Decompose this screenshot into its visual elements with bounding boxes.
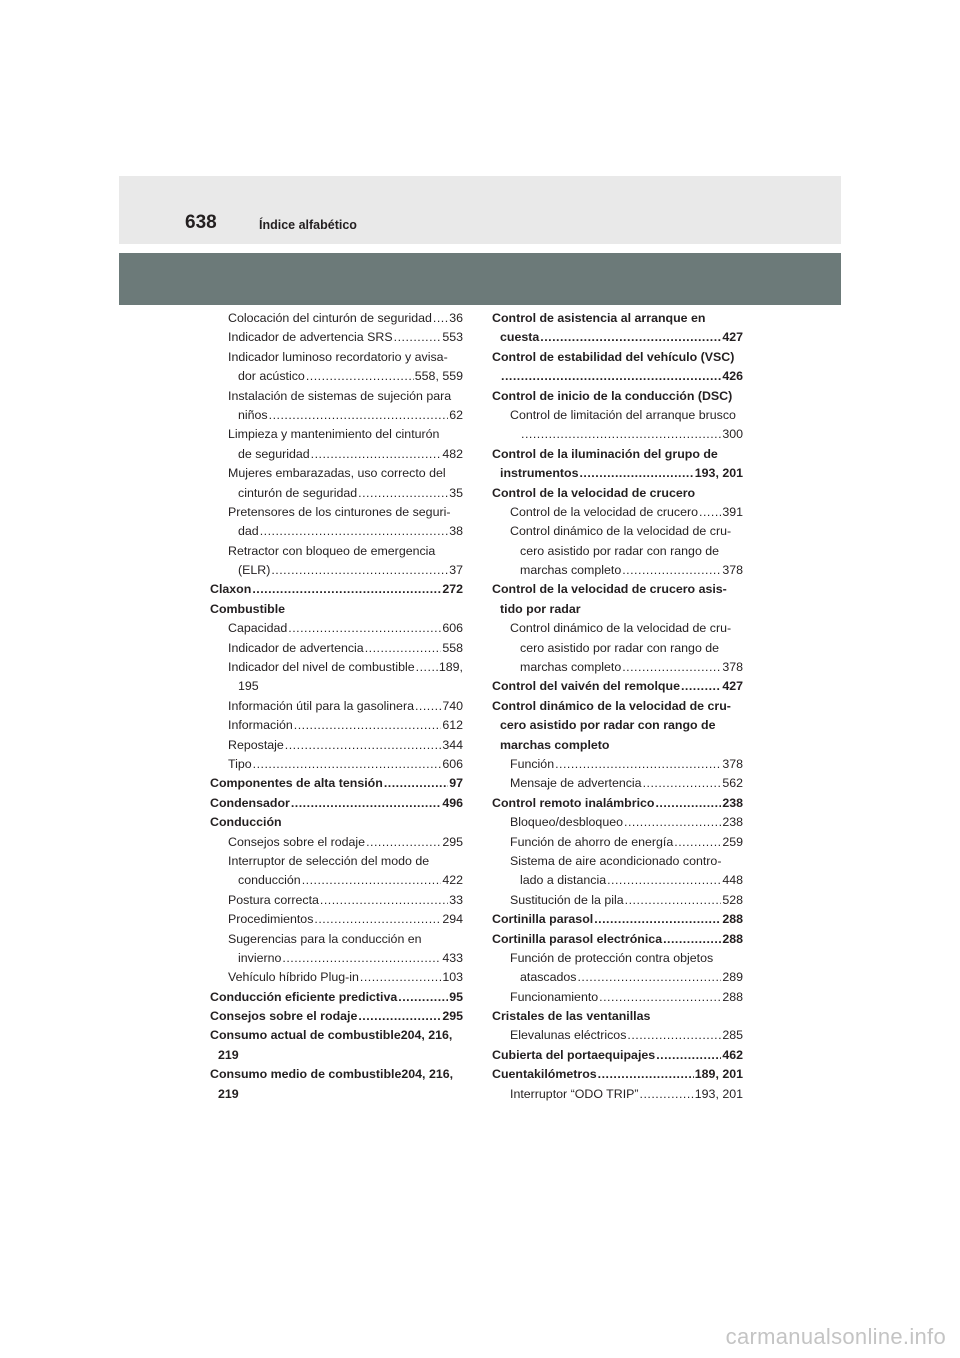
index-entry-text: 219 xyxy=(218,1047,239,1062)
index-entry-text: atascados xyxy=(520,970,577,985)
dot-leader xyxy=(398,988,448,1007)
index-entry-text: Control del vaivén del remolque xyxy=(492,679,680,694)
index-entry-text: tido por radar xyxy=(500,601,581,616)
index-entry xyxy=(210,813,463,832)
dot-leader xyxy=(699,503,721,522)
dot-leader xyxy=(271,561,448,580)
index-entry xyxy=(210,930,463,949)
index-entry-page: 285 xyxy=(722,1028,743,1043)
dot-leader xyxy=(622,658,721,677)
index-entry xyxy=(492,464,743,483)
index-entry-page: 427 xyxy=(722,679,743,694)
index-entry-text: Cristales de las ventanillas xyxy=(492,1009,651,1024)
dot-leader xyxy=(655,794,721,813)
index-entry-page: 193, 201 xyxy=(694,1086,743,1101)
index-entry-text: Combustible xyxy=(210,601,286,616)
index-entry-page: 426 xyxy=(722,369,743,384)
dot-leader xyxy=(622,561,721,580)
index-entry-page: 562 xyxy=(722,776,743,791)
index-entry-text: Instalación de sistemas de sujeción para xyxy=(228,388,452,403)
index-entry xyxy=(492,522,743,541)
index-entry-text: Conducción xyxy=(210,815,282,830)
index-entry-page: 528 xyxy=(722,892,743,907)
section-banner xyxy=(119,253,841,305)
index-entry-page: 259 xyxy=(722,834,743,849)
index-entry-text: cero asistido por radar con rango de xyxy=(500,718,716,733)
index-entry-text: dad xyxy=(238,524,259,539)
index-entry-text: invierno xyxy=(238,950,282,965)
index-entry xyxy=(492,348,743,367)
index-entry xyxy=(492,484,743,503)
index-entry xyxy=(210,639,463,658)
index-entry-text: Postura correcta xyxy=(228,892,319,907)
dot-leader xyxy=(253,755,442,774)
dot-leader xyxy=(627,1026,721,1045)
index-entry-page: 433 xyxy=(442,950,463,965)
index-entry xyxy=(210,348,463,367)
index-entry-text: Claxon xyxy=(210,582,252,597)
dot-leader xyxy=(433,309,448,328)
dot-leader xyxy=(624,813,721,832)
index-entry-text: Función de ahorro de energía xyxy=(510,834,674,849)
index-entry-page: 295 xyxy=(442,834,463,849)
index-entry xyxy=(492,580,743,599)
index-entry xyxy=(210,484,463,503)
index-column-left xyxy=(210,309,463,1104)
index-entry-text: Función xyxy=(510,756,555,771)
index-entry xyxy=(210,1026,463,1045)
index-entry-text: Pretensores de los cinturones de seguri- xyxy=(228,504,451,519)
index-entry-text: Elevalunas eléctricos xyxy=(510,1028,627,1043)
index-entry xyxy=(210,1007,463,1026)
index-entry xyxy=(492,328,743,347)
index-entry xyxy=(492,1065,743,1084)
watermark: carmanualsonline.info xyxy=(725,1324,946,1349)
index-entry-page: 33 xyxy=(449,892,463,907)
index-entry-text: Sistema de aire acondicionado contro- xyxy=(510,853,722,868)
dot-leader xyxy=(269,406,449,425)
index-entry-page: 288 xyxy=(722,912,743,927)
index-entry-text: Control de asistencia al arranque en xyxy=(492,311,706,325)
dot-leader xyxy=(365,639,442,658)
dot-leader xyxy=(285,736,442,755)
index-entry xyxy=(492,968,743,987)
index-entry xyxy=(210,367,463,386)
index-entry-page: 496 xyxy=(442,795,463,810)
index-entry-text: Control de inicio de la conducción (DSC) xyxy=(492,388,733,403)
index-entry xyxy=(492,891,743,910)
index-entry-text: Procedimientos xyxy=(228,912,314,927)
index-entry-text: conducción xyxy=(238,873,301,888)
index-entry-page: 740 xyxy=(442,698,463,713)
index-entry-page: 35 xyxy=(449,485,463,500)
index-entry xyxy=(492,852,743,871)
index-entry-text: Colocación del cinturón de seguridad xyxy=(228,311,432,325)
index-entry xyxy=(492,639,743,658)
index-entry xyxy=(492,755,743,774)
index-entry xyxy=(492,542,743,561)
index-entry-text: Control dinámico de la velocidad de cru- xyxy=(510,524,732,539)
index-entry xyxy=(210,406,463,425)
index-entry-text: Control de la iluminación del grupo de xyxy=(492,446,718,461)
index-entry xyxy=(210,871,463,890)
index-entry-page: 95 xyxy=(449,989,463,1004)
index-entry xyxy=(492,1026,743,1045)
index-entry-page: 482 xyxy=(442,446,463,461)
index-entry xyxy=(492,794,743,813)
dot-leader xyxy=(358,484,448,503)
index-entry-page: 300 xyxy=(722,427,743,442)
index-entry-text: instrumentos xyxy=(500,466,579,481)
header-band xyxy=(119,176,841,244)
index-entry-page: 272 xyxy=(442,582,463,597)
index-entry-text: Control de limitación del arranque brusco xyxy=(510,407,736,422)
dot-leader xyxy=(282,949,441,968)
index-entry-text: cuesta xyxy=(500,330,540,345)
index-entry-text: Control de la velocidad de crucero xyxy=(510,504,699,519)
dot-leader xyxy=(625,891,722,910)
index-entry xyxy=(492,813,743,832)
index-entry-page: 344 xyxy=(442,737,463,752)
index-entry-page: 97 xyxy=(449,776,463,791)
index-entry-text: cero asistido por radar con rango de xyxy=(520,543,720,558)
dot-leader xyxy=(681,677,721,696)
index-entry-text: Vehículo híbrido Plug-in xyxy=(228,970,359,985)
dot-leader xyxy=(663,930,721,949)
dot-leader xyxy=(311,445,442,464)
index-entry-text: Condensador xyxy=(210,795,290,810)
index-entry-page: 289 xyxy=(722,970,743,985)
index-entry-text: Interruptor de selección del modo de xyxy=(228,853,430,868)
index-entry-text: Cubierta del portaequipajes xyxy=(492,1047,656,1062)
index-entry xyxy=(492,309,743,328)
index-entry-text: Sustitución de la pila xyxy=(510,892,624,907)
dot-leader xyxy=(366,833,441,852)
dot-leader xyxy=(358,1007,441,1026)
dot-leader xyxy=(540,328,721,347)
index-entry-text: lado a distancia xyxy=(520,873,607,888)
dot-leader xyxy=(643,774,722,793)
index-entry-text: Información útil para la gasolinera xyxy=(228,698,414,713)
index-entry-text: Consumo medio de combustible204, 216, xyxy=(210,1067,454,1082)
index-entry-text: Repostaje xyxy=(228,737,284,752)
index-entry-page: 294 xyxy=(442,912,463,927)
dot-leader xyxy=(598,1065,694,1084)
index-entry xyxy=(492,930,743,949)
index-entry xyxy=(492,677,743,696)
index-entry xyxy=(492,406,743,425)
index-entry-text: Conducción eficiente predictiva xyxy=(210,989,398,1004)
index-entry-text: dor acústico xyxy=(238,369,305,384)
index-entry xyxy=(492,367,743,386)
index-entry xyxy=(210,988,463,1007)
index-entry xyxy=(492,910,743,929)
index-entry-page: 189, 201 xyxy=(694,1067,743,1082)
index-entry xyxy=(492,1046,743,1065)
index-entry xyxy=(492,503,743,522)
index-entry xyxy=(492,988,743,1007)
index-entry xyxy=(492,774,743,793)
index-entry xyxy=(210,464,463,483)
dot-leader xyxy=(360,968,441,987)
index-entry xyxy=(492,1085,743,1104)
index-entry xyxy=(210,503,463,522)
index-entry-page: 558 xyxy=(442,640,463,655)
index-entry-text: Control remoto inalámbrico xyxy=(492,795,655,810)
index-entry xyxy=(210,716,463,735)
index-entry-page: 422 xyxy=(442,873,463,888)
index-entry-page: 62 xyxy=(449,407,463,422)
dot-leader xyxy=(252,580,441,599)
page-number: 638 xyxy=(185,212,217,233)
dot-leader xyxy=(384,774,448,793)
index-entry xyxy=(210,697,463,716)
dot-leader xyxy=(306,367,414,386)
index-entry-text: Bloqueo/desbloqueo xyxy=(510,815,623,830)
index-entry-text: Limpieza y mantenimiento del cinturón xyxy=(228,427,440,442)
index-entry-text: Indicador de advertencia xyxy=(228,640,364,655)
index-entry-page: 378 xyxy=(722,756,743,771)
index-entry-text: Retractor con bloqueo de emergencia xyxy=(228,543,436,558)
index-entry-text: niños xyxy=(238,407,268,422)
index-entry-page: 193, 201 xyxy=(694,466,743,481)
index-entry-text: Control de estabilidad del vehículo (VSC) xyxy=(492,349,735,364)
index-entry-text: Control dinámico de la velocidad de cru- xyxy=(510,621,732,636)
index-entry-page: 553 xyxy=(442,330,463,345)
index-entry xyxy=(210,677,463,696)
index-entry xyxy=(210,891,463,910)
index-entry xyxy=(492,716,743,735)
index-entry xyxy=(210,1046,463,1065)
index-entry-text: 195 xyxy=(238,679,259,694)
index-entry-page: 612 xyxy=(442,718,463,733)
index-entry-text: Función de protección contra objetos xyxy=(510,950,714,965)
index-entry-page: 606 xyxy=(442,621,463,636)
index-entry xyxy=(210,910,463,929)
dot-leader xyxy=(291,794,441,813)
index-entry-text: Indicador luminoso recordatorio y avisa- xyxy=(228,349,448,364)
index-entry xyxy=(210,522,463,541)
dot-leader xyxy=(294,716,442,735)
index-entry xyxy=(210,968,463,987)
index-entry-text: Indicador de advertencia SRS xyxy=(228,330,393,345)
index-entry-page: 189, xyxy=(438,660,463,675)
index-entry-page: 378 xyxy=(722,563,743,578)
dot-leader xyxy=(260,522,449,541)
index-entry-text: Tipo xyxy=(228,756,252,771)
index-column-right xyxy=(492,309,743,1104)
index-entry xyxy=(210,542,463,561)
dot-leader xyxy=(288,619,441,638)
index-entry-text: de seguridad xyxy=(238,446,310,461)
index-entry xyxy=(492,736,743,755)
index-entry-text: Mujeres embarazadas, uso correcto del xyxy=(228,466,446,481)
index-entry-page: 37 xyxy=(449,563,463,578)
index-entry-page: 427 xyxy=(722,330,743,345)
index-entry xyxy=(210,736,463,755)
section-title: Índice alfabético xyxy=(259,218,357,232)
index-entry-text: Consejos sobre el rodaje xyxy=(210,1009,358,1024)
index-entry xyxy=(210,580,463,599)
index-entry xyxy=(210,755,463,774)
index-entry-text: Capacidad xyxy=(228,621,288,636)
index-entry xyxy=(492,658,743,677)
index-entry xyxy=(492,949,743,968)
index-entry xyxy=(210,445,463,464)
dot-leader xyxy=(314,910,441,929)
index-entry xyxy=(492,387,743,406)
dot-leader xyxy=(555,755,721,774)
index-entry-text: (ELR) xyxy=(238,563,271,578)
index-entry-page: 103 xyxy=(442,970,463,985)
index-entry xyxy=(492,1007,743,1026)
index-entry-text: Funcionamiento xyxy=(510,989,599,1004)
index-entry-text: marchas completo xyxy=(500,737,610,752)
dot-leader xyxy=(320,891,448,910)
index-entry-page: 238 xyxy=(722,795,743,810)
index-entry-text: Control de la velocidad de crucero asis- xyxy=(492,582,727,597)
index-entry xyxy=(210,774,463,793)
index-entry-page: 36 xyxy=(449,311,463,325)
index-entry-text: Consejos sobre el rodaje xyxy=(228,834,366,849)
index-entry-text: Mensaje de advertencia xyxy=(510,776,642,791)
index-entry-text: 219 xyxy=(218,1086,239,1101)
dot-leader xyxy=(579,464,693,483)
index-entry xyxy=(210,309,463,328)
index-entry-page: 288 xyxy=(722,989,743,1004)
index-entry-text: Información xyxy=(228,718,293,733)
index-entry-page: 448 xyxy=(722,873,743,888)
index-entry xyxy=(492,619,743,638)
index-entry xyxy=(210,425,463,444)
index-entry xyxy=(210,600,463,619)
dot-leader xyxy=(594,910,721,929)
index-entry xyxy=(210,387,463,406)
dot-leader xyxy=(599,988,721,1007)
dot-leader xyxy=(415,697,441,716)
index-entry xyxy=(210,1065,463,1084)
index-entry xyxy=(492,425,743,444)
index-entry xyxy=(210,658,463,677)
index-entry-page: 462 xyxy=(722,1047,743,1062)
index-entry-page: 558, 559 xyxy=(414,369,463,384)
index-entry-text: Cortinilla parasol electrónica xyxy=(492,931,663,946)
index-entry-text: Componentes de alta tensión xyxy=(210,776,383,791)
index-entry-text: Consumo actual de combustible204, 216, xyxy=(210,1028,453,1043)
index-entry-text: Cuentakilómetros xyxy=(492,1067,597,1082)
index-entry-page: 606 xyxy=(442,756,463,771)
index-entry xyxy=(210,833,463,852)
dot-leader xyxy=(416,658,438,677)
dot-leader xyxy=(656,1046,721,1065)
index-entry xyxy=(492,697,743,716)
dot-leader xyxy=(521,425,721,444)
dot-leader xyxy=(302,871,442,890)
index-entry xyxy=(492,600,743,619)
index-entry xyxy=(210,949,463,968)
index-entry-page: 391 xyxy=(722,504,743,519)
index-entry-text: cinturón de seguridad xyxy=(238,485,358,500)
dot-leader xyxy=(674,833,721,852)
dot-leader xyxy=(501,367,721,386)
index-entry xyxy=(210,794,463,813)
index-entry xyxy=(210,1085,463,1104)
index-entry xyxy=(210,852,463,871)
index-entry-text: cero asistido por radar con rango de xyxy=(520,640,720,655)
index-entry xyxy=(492,871,743,890)
index-entry xyxy=(492,445,743,464)
index-entry-text: marchas completo xyxy=(520,660,622,675)
dot-leader xyxy=(577,968,721,987)
index-entry-text: Cortinilla parasol xyxy=(492,912,594,927)
dot-leader xyxy=(394,328,442,347)
index-entry-page: 378 xyxy=(722,660,743,675)
index-entry xyxy=(492,561,743,580)
index-entry xyxy=(210,561,463,580)
index-entry-text: Sugerencias para la conducción en xyxy=(228,931,422,946)
index-entry-text: Control de la velocidad de crucero xyxy=(492,485,696,500)
dot-leader xyxy=(640,1085,694,1104)
index-entry-page: 38 xyxy=(449,524,463,539)
index-entry xyxy=(210,328,463,347)
index-entry-text: marchas completo xyxy=(520,563,622,578)
dot-leader xyxy=(607,871,721,890)
index-entry-page: 288 xyxy=(722,931,743,946)
index-entry-text: Indicador del nivel de combustible xyxy=(228,660,415,675)
index-entry xyxy=(492,833,743,852)
index-entry-page: 238 xyxy=(722,815,743,830)
index-entry-text: Control dinámico de la velocidad de cru- xyxy=(492,698,731,713)
index-entry xyxy=(210,619,463,638)
index-entry-text: Interruptor “ODO TRIP” xyxy=(510,1086,639,1101)
index-entry-page: 295 xyxy=(442,1009,463,1024)
